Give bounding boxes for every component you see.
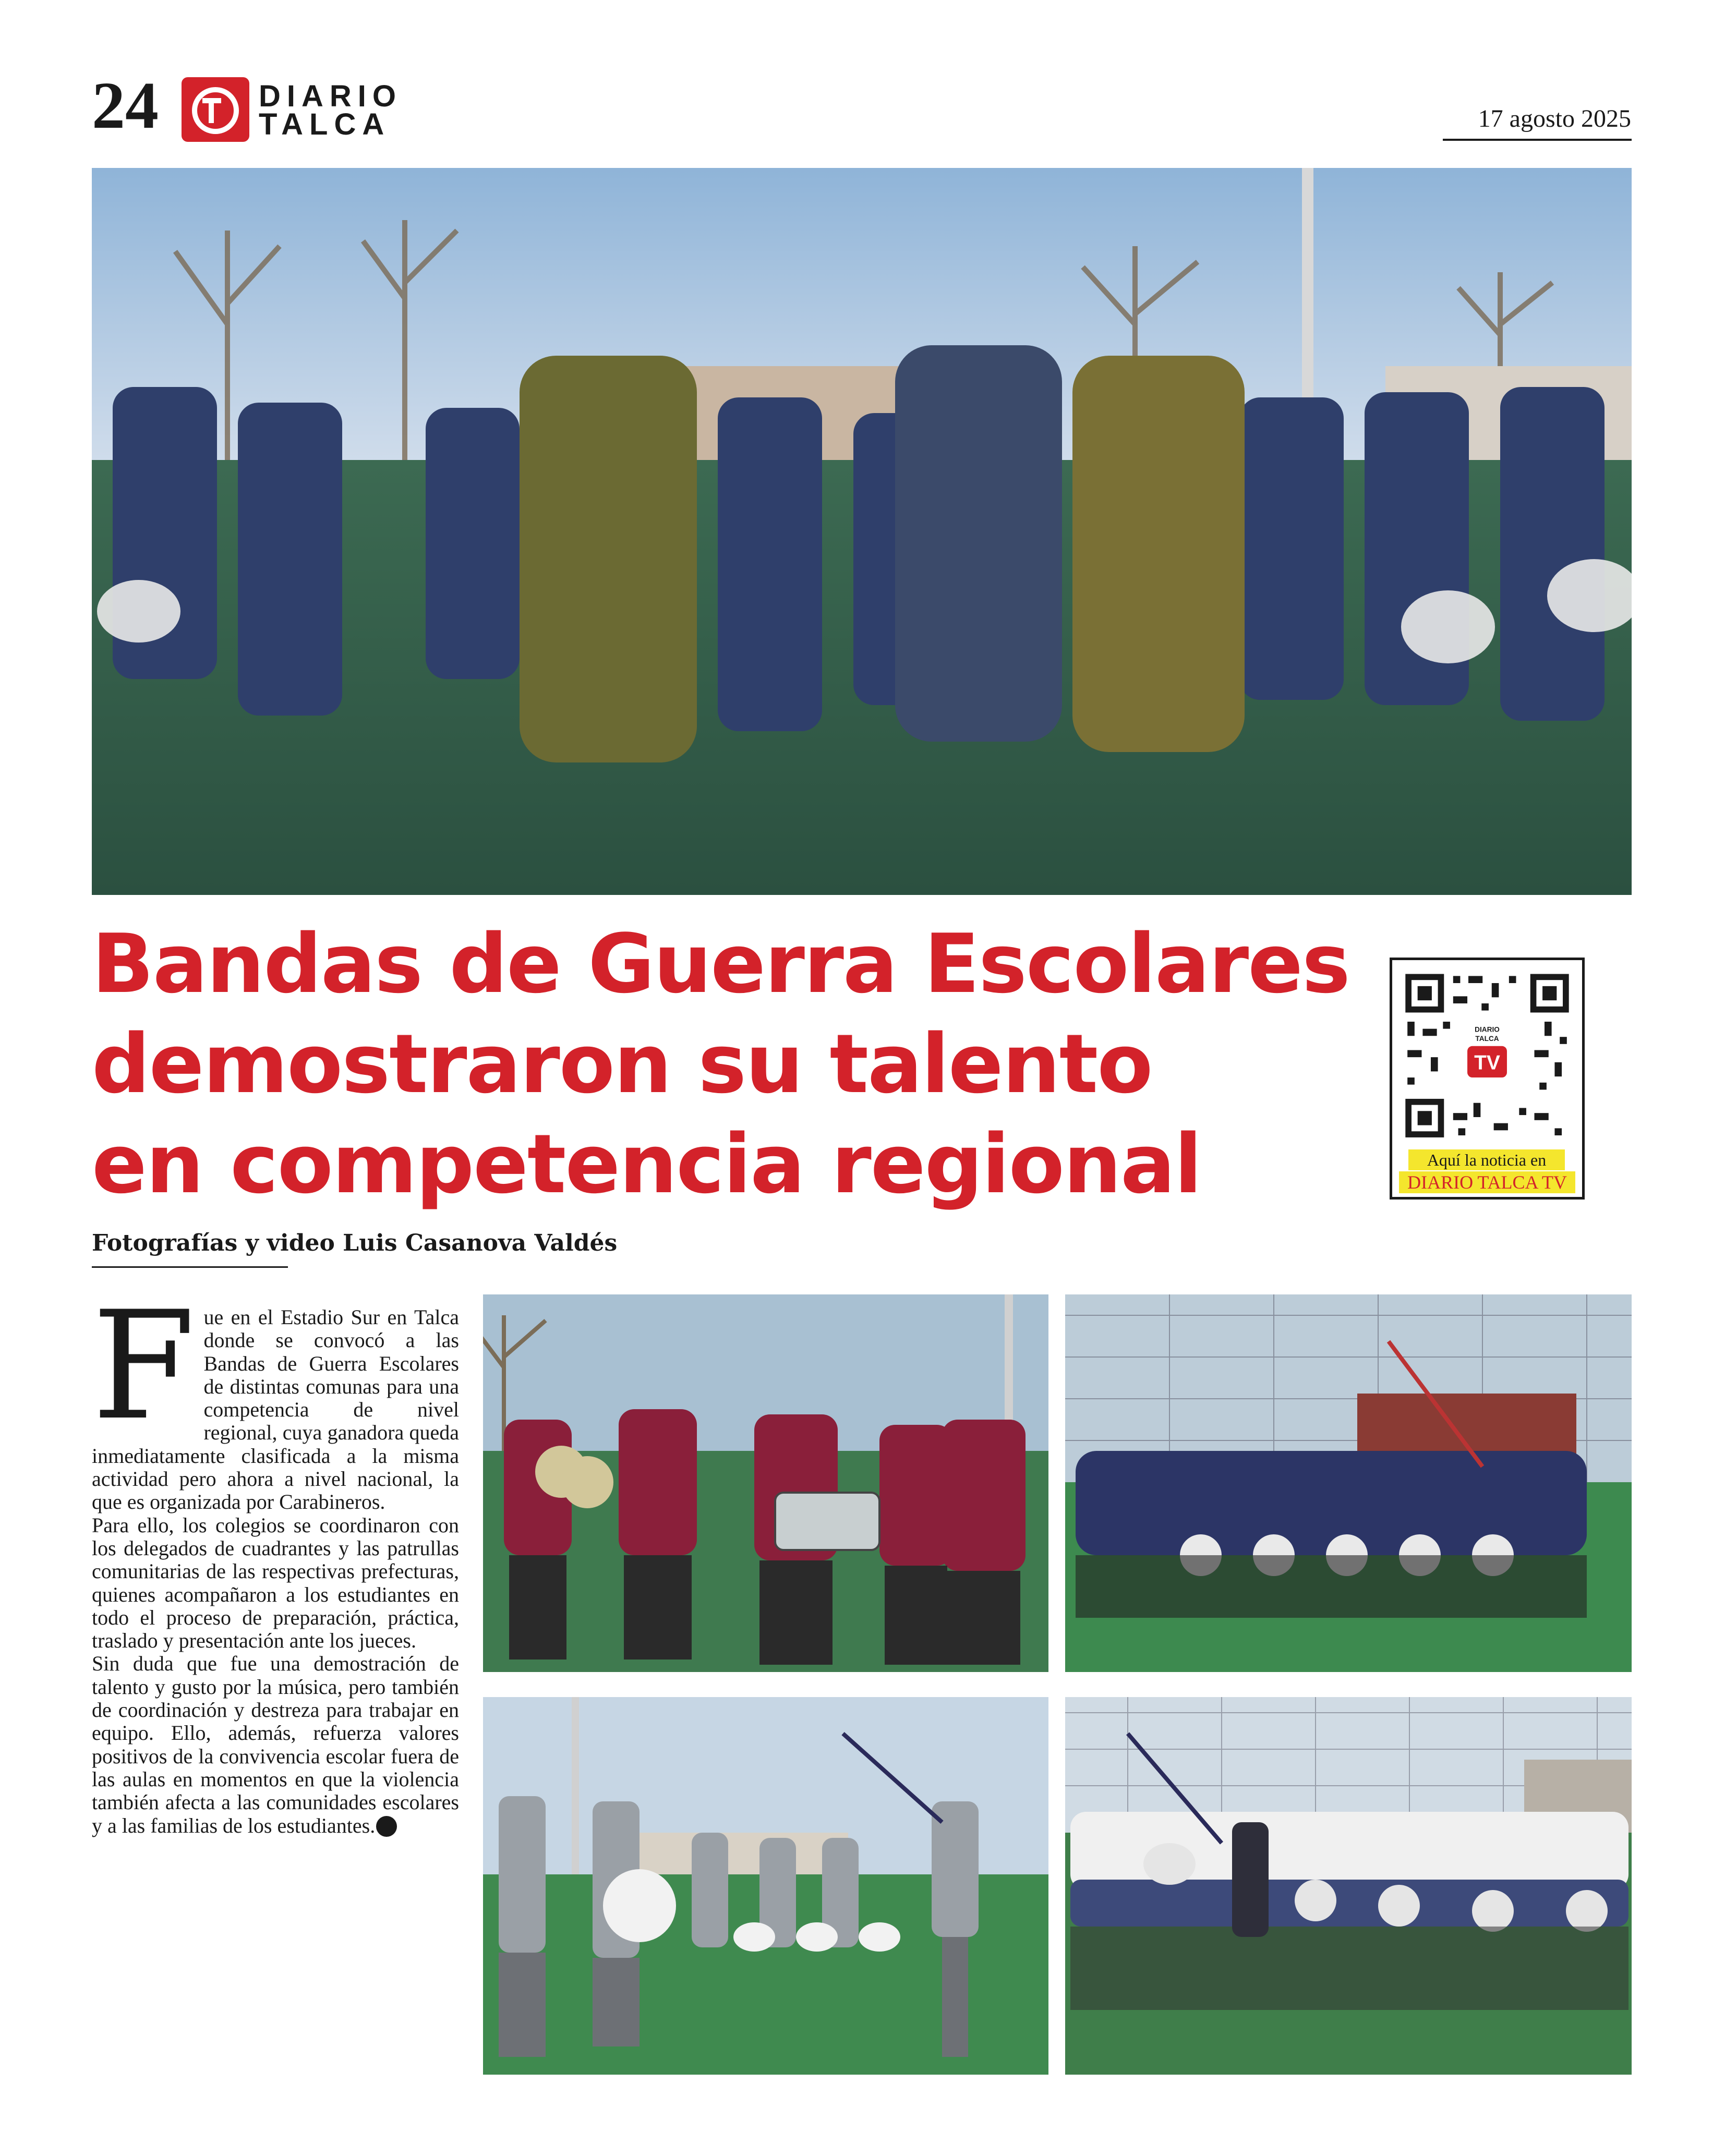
headline: [92, 914, 1406, 1214]
qr-badge-line-2: TALCA: [1475, 1034, 1499, 1043]
date-divider: [1443, 139, 1632, 141]
issue-date: 17 agosto 2025: [1478, 105, 1631, 132]
article-body: [92, 1280, 459, 1837]
headline-line-1: Bandas de Guerra Escolares: [92, 916, 1349, 1011]
gallery-photo-4: [1065, 1697, 1632, 2075]
article-paragraph-2: Para ello, los colegios se coordinaron con los delegados de cuadrantes y las patrullas comunitarias de las respectivas prefecturas, quienes acompañaron a los estudiantes en todo el proceso de preparación, práctica, traslado y presentación ante los jueces.: [92, 1513, 459, 1653]
end-of-article-icon: [376, 1816, 397, 1837]
article-paragraph-1: ue en el Estadio Sur en Talca donde se convocó a las Bandas de Guerra Escolares de distintas comunas para una competencia de nivel regional, cuya ganadora queda inmediatamente clasificada a la misma actividad pero ahora a nivel nacional, la que es organizada por Carabineros.: [92, 1305, 459, 1514]
byline-divider: [92, 1266, 288, 1268]
photo-credit-byline: Fotografías y video Luis Casanova Valdés: [92, 1230, 618, 1256]
page-number: 24: [92, 68, 159, 142]
drop-cap: F: [92, 1280, 196, 1453]
gallery-photo-3: [483, 1697, 1048, 2075]
article-paragraph-3: [92, 1652, 459, 1837]
brand-line-2: TALCA: [259, 107, 391, 141]
headline-line-2: demostraron su talento: [92, 1016, 1152, 1111]
gallery-photo-1: [483, 1294, 1048, 1672]
gallery-photo-2: [1065, 1294, 1632, 1672]
brand-line-1: DIARIO: [259, 79, 402, 113]
brand-name: [259, 79, 402, 141]
article-paragraph-3-text: Sin duda que fue una demostración de talento y gusto por la música, pero también de coordinación y destreza para trabajar en equipo. Ello, además, refuerza valores positivos de la convivencia escolar fuera de las aulas en momentos en que la violencia también afecta a las comunidades escolares y a las familias de los estudiantes.: [92, 1652, 459, 1837]
diario-talca-logo-icon: [182, 77, 249, 142]
qr-caption-line-2: DIARIO TALCA TV: [1399, 1171, 1575, 1193]
qr-badge-tv: TV: [1474, 1051, 1500, 1074]
qr-caption-line-1: Aquí la noticia en: [1408, 1149, 1565, 1170]
qr-badge-line-1: DIARIO: [1475, 1025, 1500, 1034]
headline-line-3: en competencia regional: [92, 1117, 1201, 1212]
hero-photo: [92, 168, 1632, 895]
